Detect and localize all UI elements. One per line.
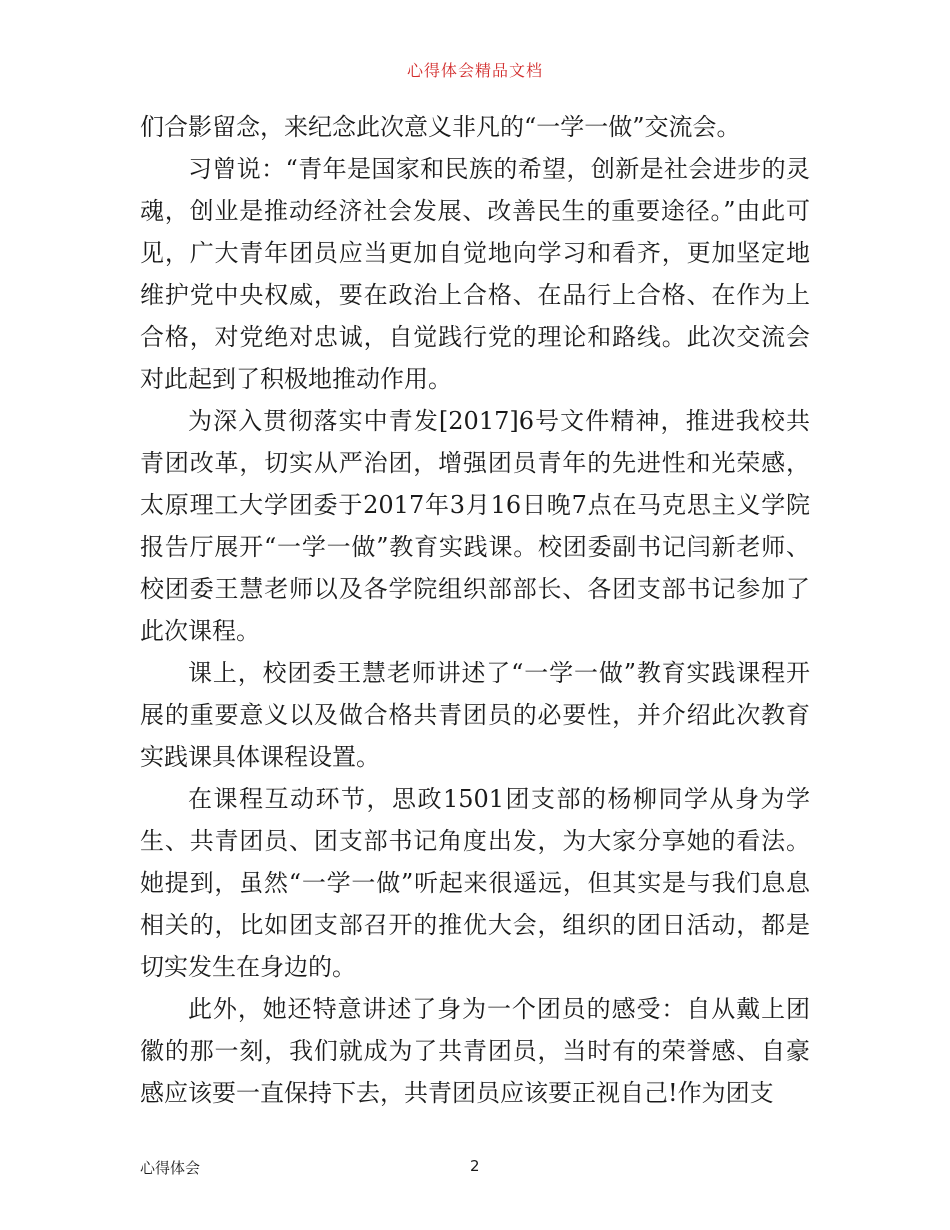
paragraph-3: 为深入贯彻落实中青发[2017]6号文件精神，推进我校共青团改革，切实从严治团，增强团员青年的先进性和光荣感，太原理工大学团委于2017年3月16日晚7点在马克思主义学院报告厅展开“一学一做”教育实践课。校团委副书记闫新老师、校团委王慧老师以及各学院组织部部长、各团支部书记参加了此次课程。 xyxy=(140,407,810,645)
page-header-title: 心得体会精品文档 xyxy=(406,61,543,80)
paragraph-1: 们合影留念，来纪念此次意义非凡的“一学一做”交流会。 xyxy=(140,113,741,141)
footer-label: 心得体会 xyxy=(140,1159,201,1177)
paragraph-5: 在课程互动环节，思政1501团支部的杨柳同学从身为学生、共青团员、团支部书记角度出发，为大家分享她的看法。她提到，虽然“一学一做”听起来很遥远，但其实是与我们息息相关的，比如团支部召开的推优大会，组织的团日活动，都是切实发生在身边的。 xyxy=(140,785,810,981)
document-body xyxy=(140,106,810,1114)
page-number: 2 xyxy=(470,1157,480,1175)
paragraph-6: 此外，她还特意讲述了身为一个团员的感受：自从戴上团徽的那一刻，我们就成为了共青团员，当时有的荣誉感、自豪感应该要一直保持下去，共青团员应该要正视自己!作为团支 xyxy=(140,995,810,1107)
paragraph-4: 课上，校团委王慧老师讲述了“一学一做”教育实践课程开展的重要意义以及做合格共青团员的必要性，并介绍此次教育实践课具体课程设置。 xyxy=(140,659,810,771)
paragraph-2: 习曾说：“青年是国家和民族的希望，创新是社会进步的灵魂，创业是推动经济社会发展、改善民生的重要途径。”由此可见，广大青年团员应当更加自觉地向学习和看齐，更加坚定地维护党中央权威，要在政治上合格、在品行上合格、在作为上合格，对党绝对忠诚，自觉践行党的理论和路线。此次交流会对此起到了积极地推动作用。 xyxy=(140,155,810,393)
